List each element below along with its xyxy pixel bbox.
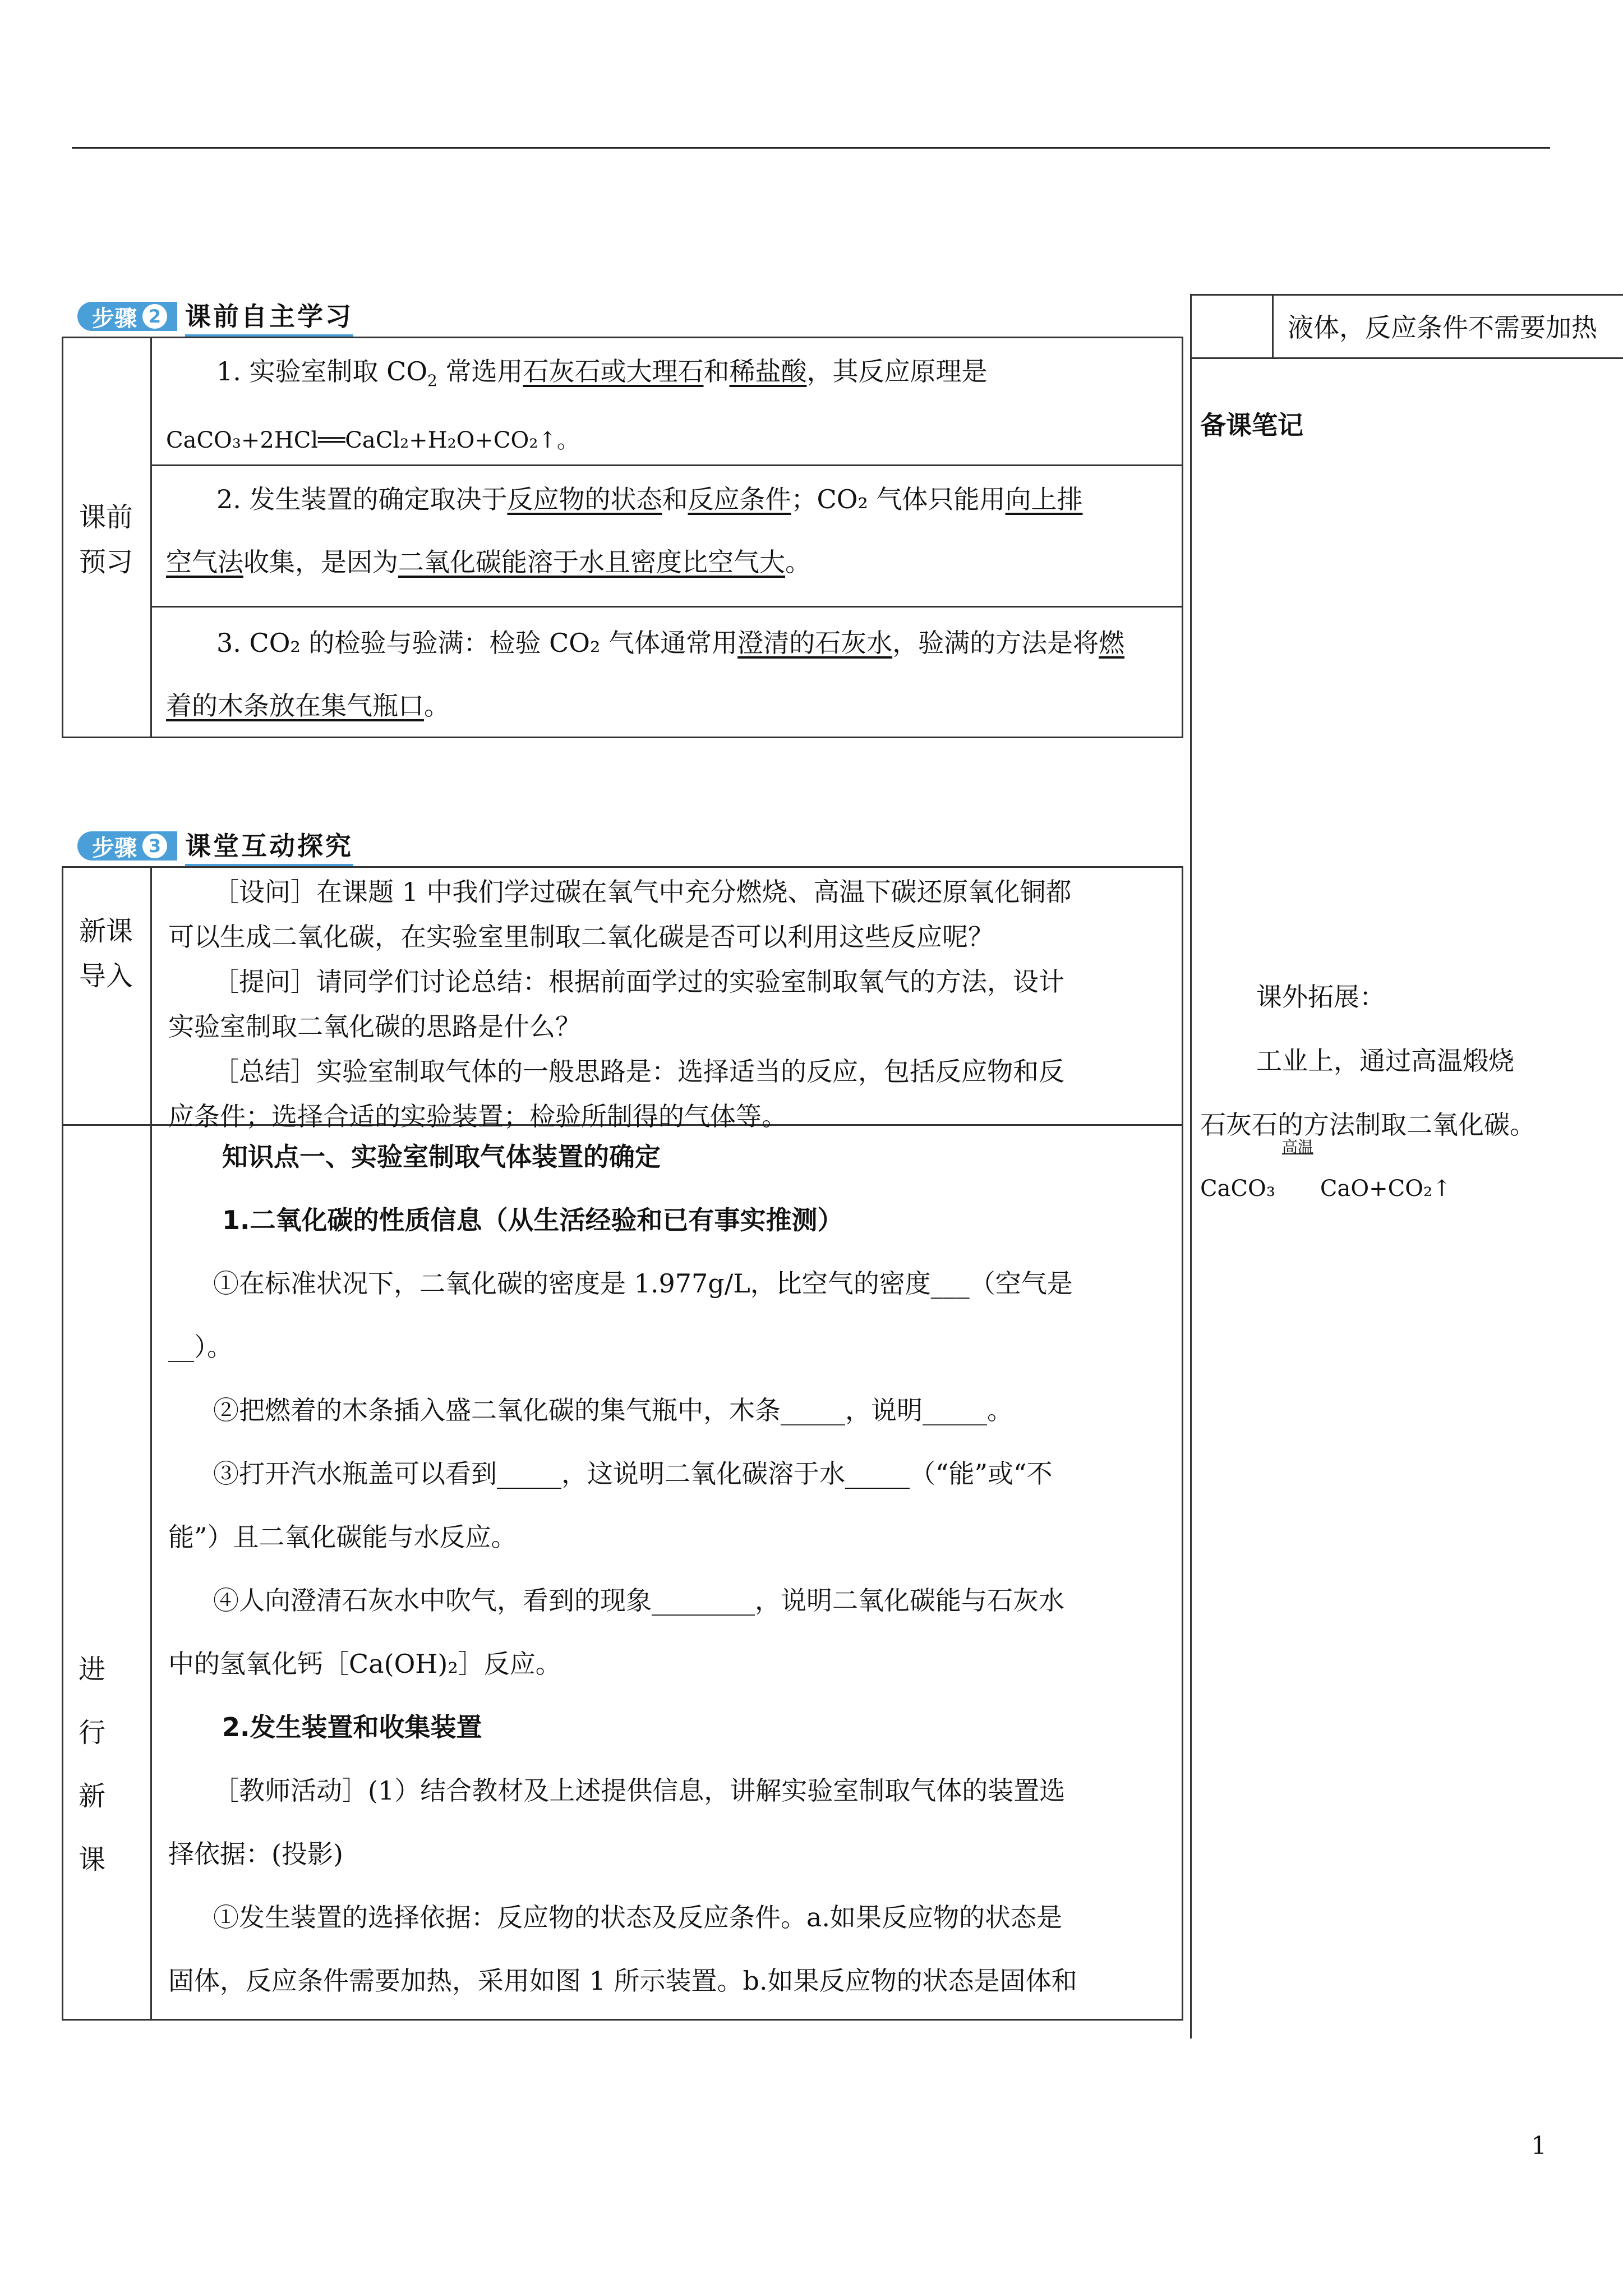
step-badge: 步骤 3 [77,831,177,861]
subsection-title: 2.发生装置和收集装置 [222,1712,482,1742]
preview-item-2: 2. 发生装置的确定取决于反应物的状态和反应条件；CO₂ 气体只能用向上排 空气法收集，是因为二氧化碳能溶于水且密度比空气大。 [166,484,1083,577]
notes-title: 备课笔记 [1200,410,1303,440]
right-top-cell-text: 液体，反应条件不需要加热 [1288,312,1597,343]
newlesson-side-label: 进 行 新 课 [78,1654,105,1875]
header-rule [72,147,1550,149]
step-number: 3 [142,834,167,858]
right-top-cell-divider [1272,294,1274,359]
step-title: 课堂互动探究 [185,826,353,867]
preview-table-divider [150,337,152,738]
subsection-title: 1.二氧化碳的性质信息（从生活经验和已有事实推测） [222,1205,843,1235]
step-number: 2 [142,304,167,329]
step-badge: 步骤 2 [77,302,177,331]
step-title: 课前自主学习 [185,296,353,337]
newlesson-text: 知识点一、实验室制取气体装置的确定 1.二氧化碳的性质信息（从生活经验和已有事实推测） ①在标准状况下，二氧化碳的密度是 1.977g/L，比空气的密度___（空气是 __）。 ②把燃着的木条插入盛二氧化碳的集气瓶中，木条_____，说明_____。 ③打开汽水瓶盖可以看到_____，这说明二氧化碳溶于水_____（“能”或“不 能”）且二氧化碳能与水反应。 ④人向澄清石灰水中吹气，看到的现象________，说明二氧化碳能与石灰水 中的氢氧化钙［Ca(OH)₂］反应。 2.发生装置和收集装置 ［教师活动］(1）结合教材及上述提供信息，讲解实验室制取气体的装置选 择依据：(投影) ①发生装置的选择依据：反应物的状态及反应条件。a.如果反应物的状态是 固体，反应条件需要加热，采用如图 1 所示装置。b.如果反应物的状态是固体和 [168,1125,1172,2013]
right-column-rule [1190,294,1192,2039]
intro-side-label: 新课 导入 [79,915,133,992]
lesson-table-divider [150,866,152,2021]
extension-box: 课外拓展： 工业上，通过高温煅烧 石灰石的方法制取二氧化碳。 CaCO₃ 高温 CaO+CO₂↑ [1200,965,1615,1221]
extension-equation: CaCO₃ 高温 CaO+CO₂↑ [1200,1138,1451,1202]
step2-heading [77,300,353,333]
page-number: 1 [1531,2132,1547,2160]
preview-item-3: 3. CO₂ 的检验与验满：检验 CO₂ 气体通常用澄清的石灰水，验满的方法是将燃 着的木条放在集气瓶口。 [166,628,1125,721]
knowledge-point-title: 知识点一、实验室制取气体装置的确定 [222,1142,661,1172]
preview-row-divider-2 [150,606,1183,608]
step3-heading [77,829,353,863]
intro-text: ［设问］在课题 1 中我们学过碳在氧气中充分燃烧、高温下碳还原氧化铜都 可以生成二氧化碳，在实验室里制取二氧化碳是否可以利用这些反应呢？ ［提问］请同学们讨论总结：根据前面学过的实验室制取氧气的方法，设计 实验室制取二氧化碳的思路是什么？ ［总结］实验室制取气体的一般思路是：选择适当的反应，包括反应物和反 应条件；选择合适的实验装置；检验所制得的气体等。 [168,877,1072,1131]
preview-side-label: 课前 预习 [79,501,133,578]
preview-item-1: 1. 实验室制取 $CO_2$ 常选用石灰石或大理石和稀盐酸，其反应原理是 CaCO₃+2HCl══CaCl₂+H₂O+CO₂↑。 [166,356,988,454]
extension-title: 课外拓展： [1256,982,1385,1012]
